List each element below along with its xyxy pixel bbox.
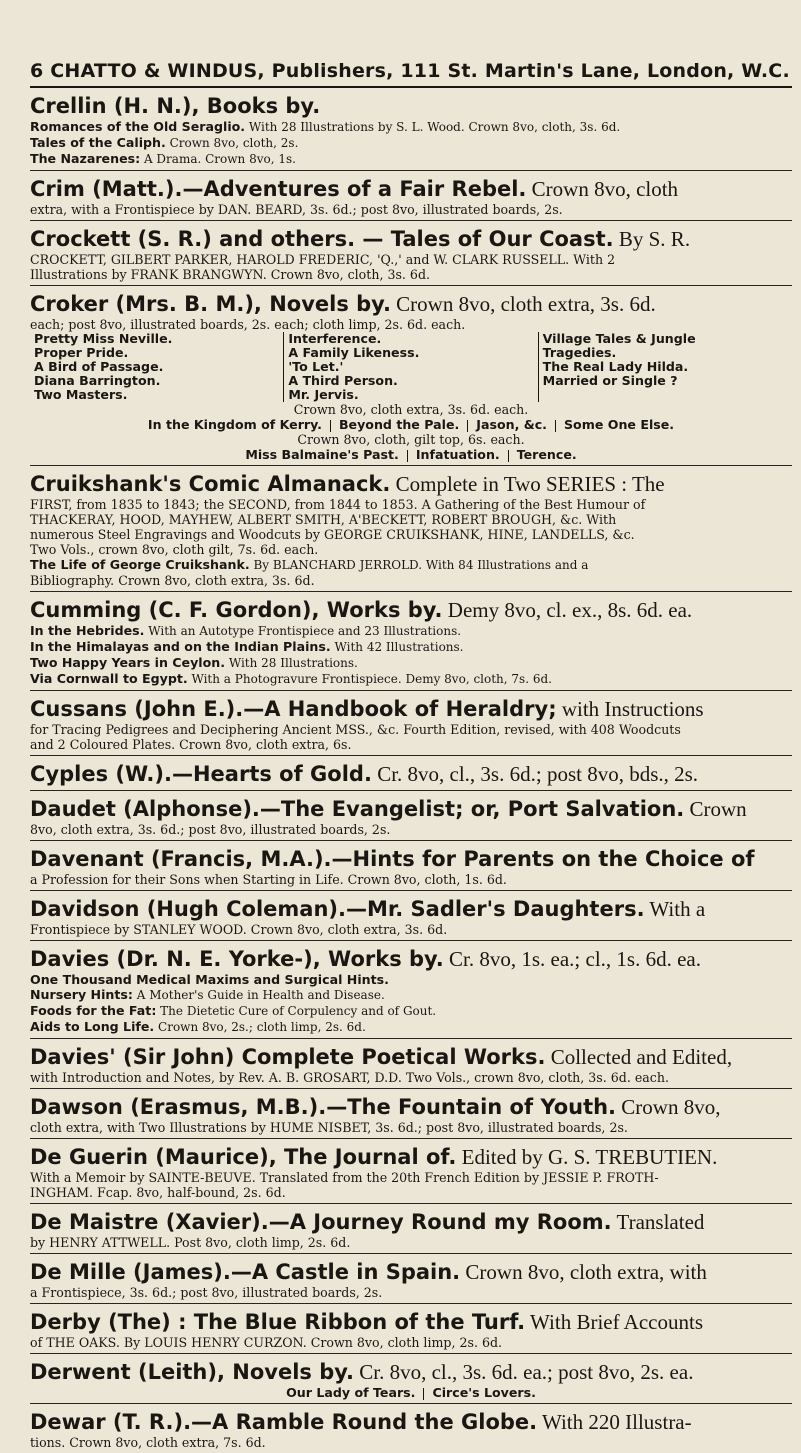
entry-text: Illustrations by FRANK BRANGWYN. Crown 8vo, cloth, 3s. 6d. [30, 267, 431, 282]
divider [555, 420, 556, 432]
book-title: 'To Let.' [288, 359, 344, 374]
title-column [30, 332, 283, 402]
author-title: Dewar (T. R.).—A Ramble Round the Globe. [30, 1410, 538, 1434]
catalogue-entry [30, 1306, 792, 1354]
entry-text: 8vo, cloth extra, 3s. 6d.; post 8vo, illustrated boards, 2s. [30, 822, 391, 837]
catalogue-entry [30, 843, 792, 891]
catalogue-entry [30, 693, 792, 756]
author-title: Davies (Dr. N. E. Yorke-), Works by. [30, 947, 444, 971]
entry-heading [30, 1095, 792, 1120]
entry-text: Two Vols., crown 8vo, cloth gilt, 7s. 6d. each. [30, 542, 319, 557]
book-title: In the Hebrides. [30, 623, 145, 638]
book-title: A Family Likeness. [288, 345, 420, 360]
entry-heading [30, 697, 792, 722]
entry-text: Crown 8vo, cloth extra, 3s. 6d. each. [293, 402, 529, 417]
book-details: Crown 8vo, cloth, 2s. [165, 136, 299, 150]
entry-text: a Profession for their Sons when Starting in Life. Crown 8vo, cloth, 1s. 6d. [30, 872, 507, 887]
author-title: Davenant (Francis, M.A.).—Hints for Parents on the Choice of [30, 847, 755, 871]
author-title: Crellin (H. N.), Books by. [30, 94, 321, 118]
entry-text: FIRST, from 1835 to 1843; the SECOND, from 1844 to 1853. A Gathering of the Best Humour of [30, 497, 646, 512]
heading-details: Demy 8vo, cl. ex., 8s. 6d. ea. [442, 598, 693, 622]
heading-details: Complete in Two SERIES : The [390, 472, 665, 496]
author-title: Crim (Matt.).—Adventures of a Fair Rebel. [30, 177, 527, 201]
book-title: The Real Lady Hilda. [542, 359, 689, 374]
entry-text: and 2 Coloured Plates. Crown 8vo, cloth extra, 6s. [30, 737, 352, 752]
entry-text: extra, with a Frontispiece by DAN. BEARD, 3s. 6d.; post 8vo, illustrated boards, 2s. [30, 202, 563, 217]
heading-details: Cr. 8vo, cl., 3s. 6d. ea.; post 8vo, 2s. ea. [353, 1360, 694, 1384]
author-title: Derwent (Leith), Novels by. [30, 1360, 354, 1384]
book-title: Interference. [288, 331, 382, 346]
book-title: Foods for the Fat: [30, 1003, 157, 1018]
book-details: By BLANCHARD JERROLD. With 84 Illustrations and a [249, 558, 589, 572]
entry-heading [30, 1260, 792, 1285]
book-details: A Drama. Crown 8vo, 1s. [140, 152, 296, 166]
book-title: Romances of the Old Seraglio. [30, 119, 246, 134]
catalogue-entry [30, 943, 792, 1039]
catalogue-entry [30, 223, 792, 286]
book-line [30, 655, 792, 671]
book-title: Mr. Jervis. [288, 387, 359, 402]
author-title: Cussans (John E.).—A Handbook of Heraldry; [30, 697, 557, 721]
book-title: Pretty Miss Neville. [34, 331, 173, 346]
entry-text: numerous Steel Engravings and Woodcuts by GEORGE CRUIKSHANK, HINE, LANDELLS, &c. [30, 527, 635, 542]
catalogue-entry [30, 1256, 792, 1304]
heading-details: Collected and Edited, [545, 1045, 733, 1069]
book-line [30, 623, 792, 639]
catalogue-entry [30, 758, 792, 791]
book-title: Tales of the Caliph. [30, 135, 166, 150]
book-details: With 28 Illustrations. [225, 656, 358, 670]
entry-heading [30, 598, 792, 623]
entry-heading [30, 1410, 792, 1435]
entry-text: for Tracing Pedigrees and Deciphering Ancient MSS., &c. Fourth Edition, revised, with 408 Woodcuts [30, 722, 681, 737]
book-title: Miss Balmaine's Past. [245, 447, 399, 462]
entry-text: Bibliography. Crown 8vo, cloth extra, 3s. 6d. [30, 573, 315, 588]
catalogue-entry [30, 1091, 792, 1139]
book-details: The Dietetic Cure of Corpulency and of Gout. [156, 1004, 437, 1018]
author-title: Davidson (Hugh Coleman).—Mr. Sadler's Daughters. [30, 897, 645, 921]
book-title: Our Lady of Tears. [286, 1385, 416, 1400]
entry-text: With a Memoir by SAINTE-BEUVE. Translated from the 20th French Edition by JESSIE P. FROTH- [30, 1170, 659, 1185]
entry-heading [30, 1145, 792, 1170]
divider [508, 450, 509, 462]
book-title: The Nazarenes: [30, 151, 141, 166]
author-title: Daudet (Alphonse).—The Evangelist; or, Port Salvation. [30, 797, 685, 821]
book-title: Infatuation. [415, 447, 500, 462]
divider [407, 450, 408, 462]
entry-heading [30, 847, 792, 872]
running-head: 6 CHATTO & WINDUS, Publishers, 111 St. Martin's Lane, London, W.C. [30, 60, 792, 88]
book-title: Nursery Hints: [30, 987, 133, 1002]
book-details: A Mother's Guide in Health and Disease. [132, 988, 385, 1002]
entries-list [30, 90, 792, 1453]
book-line [30, 1019, 792, 1035]
book-title: Proper Pride. [34, 345, 129, 360]
divider [330, 420, 331, 432]
title-row [30, 1385, 792, 1400]
book-title: A Third Person. [288, 373, 398, 388]
book-line [30, 151, 792, 167]
book-line [30, 119, 792, 135]
book-title: Terence. [516, 447, 577, 462]
author-title: Davies' (Sir John) Complete Poetical Works. [30, 1045, 546, 1069]
entry-heading [30, 1045, 792, 1070]
book-title: Diana Barrington. [34, 373, 161, 388]
heading-details: Crown 8vo, cloth extra, 3s. 6d. [390, 292, 656, 316]
catalogue-entry [30, 288, 792, 466]
book-title: In the Himalayas and on the Indian Plains. [30, 639, 331, 654]
entry-heading [30, 472, 792, 497]
book-line [30, 557, 792, 573]
book-title: Aids to Long Life. [30, 1019, 155, 1034]
book-details: With 28 Illustrations by S. L. Wood. Crown 8vo, cloth, 3s. 6d. [245, 120, 621, 134]
title-column [283, 332, 537, 402]
entry-text: CROCKETT, GILBERT PARKER, HAROLD FREDERIC, 'Q.,' and W. CLARK RUSSELL. With 2 [30, 252, 616, 267]
book-title: Two Happy Years in Ceylon. [30, 655, 226, 670]
book-title: A Bird of Passage. [34, 359, 164, 374]
book-details: With an Autotype Frontispiece and 23 Illustrations. [144, 624, 462, 638]
book-title: One Thousand Medical Maxims and Surgical Hints. [30, 972, 389, 987]
book-title: Via Cornwall to Egypt. [30, 671, 188, 686]
heading-details: Crown 8vo, cloth extra, with [460, 1260, 707, 1284]
catalogue-entry [30, 1356, 792, 1404]
heading-details: with Instructions [556, 697, 704, 721]
entry-text: by HENRY ATTWELL. Post 8vo, cloth limp, 2s. 6d. [30, 1235, 351, 1250]
author-title: Cruikshank's Comic Almanack. [30, 472, 391, 496]
entry-text: THACKERAY, HOOD, MAYHEW, ALBERT SMITH, A'BECKETT, ROBERT BROUGH, &c. With [30, 512, 617, 527]
heading-details: With a [644, 897, 706, 921]
catalogue-page [30, 0, 792, 1453]
book-title: Two Masters. [34, 387, 128, 402]
book-line [30, 671, 792, 687]
author-title: De Mille (James).—A Castle in Spain. [30, 1260, 461, 1284]
book-line [30, 135, 792, 151]
book-details: With 42 Illustrations. [330, 640, 464, 654]
heading-details: Edited by G. S. TREBUTIEN. [456, 1145, 718, 1169]
entry-heading [30, 177, 792, 202]
book-title: In the Kingdom of Kerry. [147, 417, 322, 432]
catalogue-entry [30, 468, 792, 592]
entry-text: INGHAM. Fcap. 8vo, half-bound, 2s. 6d. [30, 1185, 286, 1200]
book-line [30, 972, 792, 987]
entry-text: a Frontispiece, 3s. 6d.; post 8vo, illustrated boards, 2s. [30, 1285, 383, 1300]
heading-details: Crown [684, 797, 747, 821]
title-row [30, 417, 792, 432]
book-title: The Life of George Cruikshank. [30, 557, 250, 572]
heading-details: Cr. 8vo, cl., 3s. 6d.; post 8vo, bds., 2s. [371, 762, 699, 786]
catalogue-entry [30, 594, 792, 691]
heading-details: Translated [611, 1210, 705, 1234]
author-title: Dawson (Erasmus, M.B.).—The Fountain of Youth. [30, 1095, 617, 1119]
heading-details: With 220 Illustra- [537, 1410, 692, 1434]
catalogue-entry [30, 1141, 792, 1204]
entry-heading [30, 762, 792, 787]
catalogue-entry [30, 793, 792, 841]
catalogue-entry [30, 1206, 792, 1254]
entry-heading [30, 947, 792, 972]
book-title: Beyond the Pale. [338, 417, 460, 432]
heading-details: Crown 8vo, cloth [526, 177, 679, 201]
author-title: Derby (The) : The Blue Ribbon of the Turf. [30, 1310, 526, 1334]
heading-details: Cr. 8vo, 1s. ea.; cl., 1s. 6d. ea. [443, 947, 701, 971]
heading-details: By S. R. [613, 227, 691, 251]
divider [423, 1388, 424, 1400]
catalogue-entry [30, 173, 792, 221]
book-title: Jason, &c. [476, 417, 547, 432]
catalogue-entry [30, 1406, 792, 1453]
entry-heading [30, 797, 792, 822]
author-title: De Guerin (Maurice), The Journal of. [30, 1145, 457, 1169]
entry-text: each; post 8vo, illustrated boards, 2s. each; cloth limp, 2s. 6d. each. [30, 317, 466, 332]
book-line [30, 639, 792, 655]
heading-details: With Brief Accounts [525, 1310, 703, 1334]
book-line [30, 1003, 792, 1019]
entry-heading [30, 1360, 792, 1385]
book-title: Tragedies. [542, 345, 617, 360]
entry-text: cloth extra, with Two Illustrations by HUME NISBET, 3s. 6d.; post 8vo, illustrated boards, 2s. [30, 1120, 628, 1135]
entry-text: Crown 8vo, cloth, gilt top, 6s. each. [297, 432, 525, 447]
catalogue-entry [30, 893, 792, 941]
book-line [30, 987, 792, 1003]
title-row [30, 447, 792, 462]
entry-heading [30, 292, 792, 317]
title-columns [30, 332, 792, 402]
book-details: With a Photogravure Frontispiece. Demy 8vo, cloth, 7s. 6d. [187, 672, 552, 686]
author-title: De Maistre (Xavier).—A Journey Round my Room. [30, 1210, 612, 1234]
author-title: Cumming (C. F. Gordon), Works by. [30, 598, 443, 622]
author-title: Crockett (S. R.) and others. — Tales of Our Coast. [30, 227, 614, 251]
title-column [538, 332, 792, 402]
entry-heading [30, 94, 792, 119]
catalogue-entry [30, 90, 792, 171]
entry-text: Frontispiece by STANLEY WOOD. Crown 8vo, cloth extra, 3s. 6d. [30, 922, 448, 937]
book-title: Married or Single ? [542, 373, 678, 388]
entry-text: tions. Crown 8vo, cloth extra, 7s. 6d. [30, 1435, 266, 1450]
book-details: Crown 8vo, 2s.; cloth limp, 2s. 6d. [154, 1020, 366, 1034]
author-title: Cyples (W.).—Hearts of Gold. [30, 762, 372, 786]
entry-heading [30, 1310, 792, 1335]
catalogue-entry [30, 1041, 792, 1089]
entry-heading [30, 227, 792, 252]
author-title: Croker (Mrs. B. M.), Novels by. [30, 292, 391, 316]
entry-heading [30, 897, 792, 922]
divider [467, 420, 468, 432]
entry-heading [30, 1210, 792, 1235]
entry-text: of THE OAKS. By LOUIS HENRY CURZON. Crown 8vo, cloth limp, 2s. 6d. [30, 1335, 503, 1350]
book-title: Village Tales & Jungle [542, 331, 696, 346]
entry-text: with Introduction and Notes, by Rev. A. B. GROSART, D.D. Two Vols., crown 8vo, cloth, 3s. 6d. each. [30, 1070, 669, 1085]
heading-details: Crown 8vo, [616, 1095, 721, 1119]
book-title: Circe's Lovers. [432, 1385, 536, 1400]
book-title: Some One Else. [563, 417, 675, 432]
